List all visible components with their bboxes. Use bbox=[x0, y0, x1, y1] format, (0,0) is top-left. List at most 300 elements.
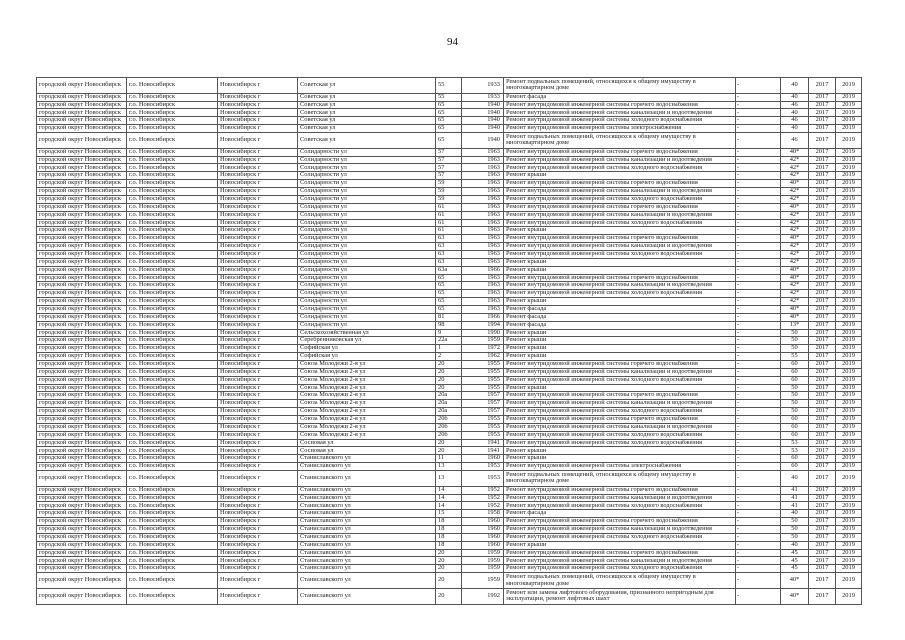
cell-year-start: 2017 bbox=[809, 282, 836, 290]
cell-street: Солидарности ул bbox=[298, 267, 436, 275]
cell-year-end: 2019 bbox=[836, 400, 862, 408]
cell-locality: Новосибирск г bbox=[218, 542, 298, 550]
cell-house-number: 81 bbox=[436, 314, 462, 322]
cell-settlement: г.о. Новосибирск bbox=[127, 172, 218, 180]
cell-settlement: г.о. Новосибирск bbox=[127, 589, 218, 605]
cell-mark: - bbox=[736, 164, 781, 172]
cell-year-start: 2017 bbox=[809, 298, 836, 306]
cell-municipality: городской округ Новосибирск bbox=[37, 180, 127, 188]
cell-municipality: городской округ Новосибирск bbox=[37, 589, 127, 605]
cell-locality: Новосибирск г bbox=[218, 172, 298, 180]
cell-mark: - bbox=[736, 392, 781, 400]
cell-year-start: 2017 bbox=[809, 133, 836, 149]
cell-house-number: 59 bbox=[436, 196, 462, 204]
cell-year-start: 2017 bbox=[809, 573, 836, 589]
cell-year-built: 1992 bbox=[462, 589, 504, 605]
cell-locality: Новосибирск г bbox=[218, 447, 298, 455]
table-row bbox=[37, 550, 862, 558]
table-row bbox=[37, 392, 862, 400]
cell-street: Софийская ул bbox=[298, 353, 436, 361]
cell-locality: Новосибирск г bbox=[218, 157, 298, 165]
cell-house-number: 20б bbox=[436, 424, 462, 432]
cell-settlement: г.о. Новосибирск bbox=[127, 557, 218, 565]
cell-street: Станиславского ул bbox=[298, 589, 436, 605]
cell-year-built: 1952 bbox=[462, 502, 504, 510]
cell-work-type: Ремонт внутридомовой инженерной системы холодного водоснабжения bbox=[504, 440, 736, 448]
cell-mark: - bbox=[736, 369, 781, 377]
cell-year-start: 2017 bbox=[809, 424, 836, 432]
cell-year-start: 2017 bbox=[809, 290, 836, 298]
cell-year-built: 1955 bbox=[462, 369, 504, 377]
cell-settlement: г.о. Новосибирск bbox=[127, 267, 218, 275]
cell-locality: Новосибирск г bbox=[218, 424, 298, 432]
cell-year-start: 2017 bbox=[809, 94, 836, 102]
cell-settlement: г.о. Новосибирск bbox=[127, 94, 218, 102]
cell-mark: - bbox=[736, 408, 781, 416]
cell-house-number: 63 bbox=[436, 235, 462, 243]
cell-locality: Новосибирск г bbox=[218, 188, 298, 196]
cell-work-type: Ремонт крыши bbox=[504, 353, 736, 361]
cell-house-number: 61 bbox=[436, 220, 462, 228]
cell-locality: Новосибирск г bbox=[218, 432, 298, 440]
cell-year-built: 1960 bbox=[462, 526, 504, 534]
cell-street: Солидарности ул bbox=[298, 306, 436, 314]
table-row bbox=[37, 542, 862, 550]
cell-street: Станиславского ул bbox=[298, 495, 436, 503]
cell-house-number: 20 bbox=[436, 440, 462, 448]
cell-year-built: 1963 bbox=[462, 172, 504, 180]
cell-value: 42* bbox=[781, 243, 809, 251]
cell-settlement: г.о. Новосибирск bbox=[127, 227, 218, 235]
cell-year-built: 1963 bbox=[462, 220, 504, 228]
cell-work-type: Ремонт крыши bbox=[504, 455, 736, 463]
cell-municipality: городской округ Новосибирск bbox=[37, 361, 127, 369]
cell-year-end: 2019 bbox=[836, 133, 862, 149]
cell-year-built: 1966 bbox=[462, 314, 504, 322]
cell-house-number: 61 bbox=[436, 204, 462, 212]
cell-year-built: 1963 bbox=[462, 298, 504, 306]
cell-year-end: 2019 bbox=[836, 164, 862, 172]
table-row bbox=[37, 369, 862, 377]
cell-settlement: г.о. Новосибирск bbox=[127, 463, 218, 471]
cell-settlement: г.о. Новосибирск bbox=[127, 78, 218, 94]
cell-street: Станиславского ул bbox=[298, 463, 436, 471]
cell-house-number: 55 bbox=[436, 94, 462, 102]
cell-municipality: городской округ Новосибирск bbox=[37, 164, 127, 172]
cell-settlement: г.о. Новосибирск bbox=[127, 330, 218, 338]
cell-settlement: г.о. Новосибирск bbox=[127, 495, 218, 503]
cell-locality: Новосибирск г bbox=[218, 408, 298, 416]
cell-street: Станиславского ул bbox=[298, 518, 436, 526]
cell-value: 50 bbox=[781, 408, 809, 416]
table-row bbox=[37, 172, 862, 180]
cell-year-end: 2019 bbox=[836, 188, 862, 196]
cell-settlement: г.о. Новосибирск bbox=[127, 518, 218, 526]
cell-house-number: 15 bbox=[436, 510, 462, 518]
cell-value: 42* bbox=[781, 188, 809, 196]
cell-settlement: г.о. Новосибирск bbox=[127, 502, 218, 510]
cell-street: Союза Молодежи 2-я ул bbox=[298, 377, 436, 385]
table-row bbox=[37, 282, 862, 290]
cell-municipality: городской округ Новосибирск bbox=[37, 495, 127, 503]
cell-mark: - bbox=[736, 227, 781, 235]
cell-municipality: городской округ Новосибирск bbox=[37, 149, 127, 157]
cell-locality: Новосибирск г bbox=[218, 78, 298, 94]
cell-year-built: 1953 bbox=[462, 424, 504, 432]
cell-year-end: 2019 bbox=[836, 534, 862, 542]
cell-house-number: 65 bbox=[436, 133, 462, 149]
cell-locality: Новосибирск г bbox=[218, 220, 298, 228]
cell-year-end: 2019 bbox=[836, 510, 862, 518]
cell-year-built: 1940 bbox=[462, 133, 504, 149]
cell-settlement: г.о. Новосибирск bbox=[127, 322, 218, 330]
cell-year-start: 2017 bbox=[809, 369, 836, 377]
cell-settlement: г.о. Новосибирск bbox=[127, 416, 218, 424]
cell-work-type: Ремонт внутридомовой инженерной системы электроснабжения bbox=[504, 463, 736, 471]
cell-year-end: 2019 bbox=[836, 314, 862, 322]
cell-mark: - bbox=[736, 565, 781, 573]
cell-street: Солидарности ул bbox=[298, 298, 436, 306]
cell-settlement: г.о. Новосибирск bbox=[127, 117, 218, 125]
cell-settlement: г.о. Новосибирск bbox=[127, 487, 218, 495]
cell-house-number: 1 bbox=[436, 345, 462, 353]
cell-municipality: городской округ Новосибирск bbox=[37, 212, 127, 220]
cell-settlement: г.о. Новосибирск bbox=[127, 542, 218, 550]
cell-year-start: 2017 bbox=[809, 125, 836, 133]
cell-house-number: 98 bbox=[436, 322, 462, 330]
cell-work-type: Ремонт внутридомовой инженерной системы холодного водоснабжения bbox=[504, 502, 736, 510]
cell-value: 42* bbox=[781, 164, 809, 172]
cell-settlement: г.о. Новосибирск bbox=[127, 471, 218, 487]
cell-value: 40 bbox=[781, 510, 809, 518]
table-row bbox=[37, 534, 862, 542]
cell-year-end: 2019 bbox=[836, 251, 862, 259]
cell-house-number: 11 bbox=[436, 455, 462, 463]
cell-street: Станиславского ул bbox=[298, 510, 436, 518]
table-row bbox=[37, 557, 862, 565]
cell-street: Станиславского ул bbox=[298, 542, 436, 550]
cell-value: 40 bbox=[781, 109, 809, 117]
cell-value: 50 bbox=[781, 330, 809, 338]
cell-mark: - bbox=[736, 298, 781, 306]
cell-work-type: Ремонт внутридомовой инженерной системы канализации и водоотведения bbox=[504, 157, 736, 165]
cell-locality: Новосибирск г bbox=[218, 196, 298, 204]
cell-year-built: 1933 bbox=[462, 78, 504, 94]
cell-work-type: Ремонт внутридомовой инженерной системы горячего водоснабжения bbox=[504, 392, 736, 400]
cell-mark: - bbox=[736, 102, 781, 110]
cell-locality: Новосибирск г bbox=[218, 550, 298, 558]
cell-work-type: Ремонт фасада bbox=[504, 510, 736, 518]
cell-mark: - bbox=[736, 220, 781, 228]
cell-locality: Новосибирск г bbox=[218, 565, 298, 573]
table-row bbox=[37, 180, 862, 188]
cell-year-built: 1940 bbox=[462, 102, 504, 110]
cell-value: 40* bbox=[781, 267, 809, 275]
cell-street: Советская ул bbox=[298, 109, 436, 117]
cell-mark: - bbox=[736, 306, 781, 314]
cell-year-start: 2017 bbox=[809, 235, 836, 243]
cell-mark: - bbox=[736, 322, 781, 330]
cell-year-end: 2019 bbox=[836, 550, 862, 558]
cell-settlement: г.о. Новосибирск bbox=[127, 424, 218, 432]
cell-mark: - bbox=[736, 377, 781, 385]
table-row bbox=[37, 440, 862, 448]
cell-house-number: 13 bbox=[436, 463, 462, 471]
cell-mark: - bbox=[736, 243, 781, 251]
cell-year-start: 2017 bbox=[809, 487, 836, 495]
cell-work-type: Ремонт внутридомовой инженерной системы холодного водоснабжения bbox=[504, 220, 736, 228]
cell-year-start: 2017 bbox=[809, 455, 836, 463]
cell-house-number: 20 bbox=[436, 385, 462, 393]
cell-year-start: 2017 bbox=[809, 149, 836, 157]
cell-municipality: городской округ Новосибирск bbox=[37, 275, 127, 283]
cell-year-start: 2017 bbox=[809, 251, 836, 259]
cell-street: Советская ул bbox=[298, 125, 436, 133]
cell-year-end: 2019 bbox=[836, 306, 862, 314]
cell-house-number: 13 bbox=[436, 471, 462, 487]
cell-settlement: г.о. Новосибирск bbox=[127, 573, 218, 589]
cell-year-end: 2019 bbox=[836, 565, 862, 573]
cell-locality: Новосибирск г bbox=[218, 94, 298, 102]
table-row bbox=[37, 408, 862, 416]
cell-street: Станиславского ул bbox=[298, 471, 436, 487]
cell-work-type: Ремонт внутридомовой инженерной системы канализации и водоотведения bbox=[504, 212, 736, 220]
cell-year-end: 2019 bbox=[836, 526, 862, 534]
cell-value: 41 bbox=[781, 495, 809, 503]
cell-street: Советская ул bbox=[298, 117, 436, 125]
cell-year-start: 2017 bbox=[809, 432, 836, 440]
table-row bbox=[37, 314, 862, 322]
cell-year-built: 1941 bbox=[462, 447, 504, 455]
cell-year-end: 2019 bbox=[836, 542, 862, 550]
cell-work-type: Ремонт крыши bbox=[504, 337, 736, 345]
table-row bbox=[37, 109, 862, 117]
cell-settlement: г.о. Новосибирск bbox=[127, 212, 218, 220]
cell-municipality: городской округ Новосибирск bbox=[37, 400, 127, 408]
cell-work-type: Ремонт внутридомовой инженерной системы холодного водоснабжения bbox=[504, 565, 736, 573]
table-row bbox=[37, 290, 862, 298]
cell-year-start: 2017 bbox=[809, 212, 836, 220]
cell-work-type: Ремонт внутридомовой инженерной системы горячего водоснабжения bbox=[504, 550, 736, 558]
cell-mark: - bbox=[736, 487, 781, 495]
cell-locality: Новосибирск г bbox=[218, 322, 298, 330]
cell-municipality: городской округ Новосибирск bbox=[37, 392, 127, 400]
cell-locality: Новосибирск г bbox=[218, 330, 298, 338]
table-row bbox=[37, 94, 862, 102]
cell-house-number: 57 bbox=[436, 172, 462, 180]
cell-year-built: 1972 bbox=[462, 345, 504, 353]
cell-year-end: 2019 bbox=[836, 455, 862, 463]
cell-value: 60 bbox=[781, 377, 809, 385]
cell-municipality: городской округ Новосибирск bbox=[37, 102, 127, 110]
cell-year-end: 2019 bbox=[836, 369, 862, 377]
cell-settlement: г.о. Новосибирск bbox=[127, 243, 218, 251]
cell-work-type: Ремонт крыши bbox=[504, 447, 736, 455]
cell-value: 42* bbox=[781, 251, 809, 259]
cell-municipality: городской округ Новосибирск bbox=[37, 133, 127, 149]
cell-mark: - bbox=[736, 196, 781, 204]
cell-municipality: городской округ Новосибирск bbox=[37, 330, 127, 338]
cell-year-start: 2017 bbox=[809, 565, 836, 573]
cell-year-built: 1940 bbox=[462, 117, 504, 125]
cell-house-number: 20 bbox=[436, 565, 462, 573]
table-row bbox=[37, 400, 862, 408]
cell-value: 50 bbox=[781, 392, 809, 400]
cell-locality: Новосибирск г bbox=[218, 534, 298, 542]
cell-work-type: Ремонт внутридомовой инженерной системы канализации и водоотведения bbox=[504, 424, 736, 432]
cell-house-number: 18 bbox=[436, 526, 462, 534]
cell-year-end: 2019 bbox=[836, 353, 862, 361]
cell-street: Станиславского ул bbox=[298, 573, 436, 589]
table-row bbox=[37, 424, 862, 432]
cell-year-start: 2017 bbox=[809, 220, 836, 228]
cell-house-number: 20 bbox=[436, 589, 462, 605]
cell-work-type: Ремонт или замена лифтового оборудования, признанного непригодным для эксплуатации, ремонт лифтовых шахт bbox=[504, 589, 736, 605]
cell-year-end: 2019 bbox=[836, 345, 862, 353]
cell-mark: - bbox=[736, 440, 781, 448]
cell-year-built: 1960 bbox=[462, 534, 504, 542]
cell-year-end: 2019 bbox=[836, 447, 862, 455]
cell-municipality: городской округ Новосибирск bbox=[37, 117, 127, 125]
table-row bbox=[37, 133, 862, 149]
table-row bbox=[37, 306, 862, 314]
cell-year-end: 2019 bbox=[836, 440, 862, 448]
cell-year-built: 1953 bbox=[462, 463, 504, 471]
cell-year-built: 1963 bbox=[462, 180, 504, 188]
cell-locality: Новосибирск г bbox=[218, 385, 298, 393]
cell-work-type: Ремонт внутридомовой инженерной системы холодного водоснабжения bbox=[504, 117, 736, 125]
table-row bbox=[37, 518, 862, 526]
cell-value: 50 bbox=[781, 345, 809, 353]
cell-mark: - bbox=[736, 526, 781, 534]
cell-year-built: 1957 bbox=[462, 400, 504, 408]
cell-municipality: городской округ Новосибирск bbox=[37, 557, 127, 565]
cell-house-number: 20 bbox=[436, 557, 462, 565]
cell-year-end: 2019 bbox=[836, 109, 862, 117]
cell-year-start: 2017 bbox=[809, 502, 836, 510]
cell-year-built: 1940 bbox=[462, 125, 504, 133]
cell-year-end: 2019 bbox=[836, 377, 862, 385]
cell-year-built: 1959 bbox=[462, 337, 504, 345]
cell-house-number: 22а bbox=[436, 337, 462, 345]
cell-mark: - bbox=[736, 251, 781, 259]
cell-street: Союза Молодежи 2-я ул bbox=[298, 416, 436, 424]
cell-street: Солидарности ул bbox=[298, 212, 436, 220]
cell-year-start: 2017 bbox=[809, 353, 836, 361]
cell-settlement: г.о. Новосибирск bbox=[127, 440, 218, 448]
cell-value: 60 bbox=[781, 432, 809, 440]
cell-year-built: 1959 bbox=[462, 557, 504, 565]
cell-settlement: г.о. Новосибирск bbox=[127, 298, 218, 306]
cell-locality: Новосибирск г bbox=[218, 243, 298, 251]
cell-year-start: 2017 bbox=[809, 188, 836, 196]
cell-municipality: городской округ Новосибирск bbox=[37, 251, 127, 259]
cell-municipality: городской округ Новосибирск bbox=[37, 188, 127, 196]
cell-work-type: Ремонт крыши bbox=[504, 330, 736, 338]
cell-street: Станиславского ул bbox=[298, 565, 436, 573]
table-row bbox=[37, 471, 862, 487]
cell-street: Станиславского ул bbox=[298, 534, 436, 542]
cell-locality: Новосибирск г bbox=[218, 471, 298, 487]
cell-year-start: 2017 bbox=[809, 518, 836, 526]
cell-locality: Новосибирск г bbox=[218, 495, 298, 503]
cell-locality: Новосибирск г bbox=[218, 526, 298, 534]
table-row bbox=[37, 243, 862, 251]
cell-municipality: городской округ Новосибирск bbox=[37, 337, 127, 345]
cell-mark: - bbox=[736, 345, 781, 353]
cell-locality: Новосибирск г bbox=[218, 369, 298, 377]
cell-work-type: Ремонт внутридомовой инженерной системы канализации и водоотведения bbox=[504, 188, 736, 196]
cell-settlement: г.о. Новосибирск bbox=[127, 102, 218, 110]
cell-year-built: 1953 bbox=[462, 416, 504, 424]
cell-year-end: 2019 bbox=[836, 102, 862, 110]
cell-mark: - bbox=[736, 557, 781, 565]
cell-street: Солидарности ул bbox=[298, 235, 436, 243]
cell-municipality: городской округ Новосибирск bbox=[37, 550, 127, 558]
cell-locality: Новосибирск г bbox=[218, 337, 298, 345]
cell-municipality: городской округ Новосибирск bbox=[37, 290, 127, 298]
cell-street: Солидарности ул bbox=[298, 314, 436, 322]
cell-work-type: Ремонт внутридомовой инженерной системы холодного водоснабжения bbox=[504, 534, 736, 542]
cell-year-end: 2019 bbox=[836, 220, 862, 228]
cell-value: 41 bbox=[781, 502, 809, 510]
cell-locality: Новосибирск г bbox=[218, 463, 298, 471]
cell-year-start: 2017 bbox=[809, 589, 836, 605]
cell-municipality: городской округ Новосибирск bbox=[37, 314, 127, 322]
cell-value: 42* bbox=[781, 298, 809, 306]
cell-settlement: г.о. Новосибирск bbox=[127, 251, 218, 259]
cell-street: Советская ул bbox=[298, 102, 436, 110]
cell-mark: - bbox=[736, 502, 781, 510]
cell-settlement: г.о. Новосибирск bbox=[127, 392, 218, 400]
cell-municipality: городской округ Новосибирск bbox=[37, 510, 127, 518]
cell-value: 60 bbox=[781, 361, 809, 369]
cell-year-built: 1952 bbox=[462, 495, 504, 503]
cell-year-start: 2017 bbox=[809, 117, 836, 125]
table-row bbox=[37, 589, 862, 605]
cell-work-type: Ремонт внутридомовой инженерной системы горячего водоснабжения bbox=[504, 149, 736, 157]
cell-value: 41 bbox=[781, 487, 809, 495]
cell-settlement: г.о. Новосибирск bbox=[127, 345, 218, 353]
cell-value: 40 bbox=[781, 78, 809, 94]
cell-settlement: г.о. Новосибирск bbox=[127, 259, 218, 267]
cell-year-start: 2017 bbox=[809, 534, 836, 542]
cell-mark: - bbox=[736, 180, 781, 188]
cell-value: 42* bbox=[781, 259, 809, 267]
cell-work-type: Ремонт крыши bbox=[504, 345, 736, 353]
cell-mark: - bbox=[736, 117, 781, 125]
cell-municipality: городской округ Новосибирск bbox=[37, 455, 127, 463]
table-row bbox=[37, 487, 862, 495]
cell-work-type: Ремонт фасада bbox=[504, 314, 736, 322]
table-row bbox=[37, 188, 862, 196]
cell-mark: - bbox=[736, 133, 781, 149]
cell-work-type: Ремонт внутридомовой инженерной системы горячего водоснабжения bbox=[504, 518, 736, 526]
cell-street: Солидарности ул bbox=[298, 196, 436, 204]
cell-municipality: городской округ Новосибирск bbox=[37, 526, 127, 534]
cell-year-end: 2019 bbox=[836, 157, 862, 165]
cell-settlement: г.о. Новосибирск bbox=[127, 447, 218, 455]
cell-municipality: городской округ Новосибирск bbox=[37, 204, 127, 212]
cell-mark: - bbox=[736, 172, 781, 180]
cell-street: Станиславского ул bbox=[298, 557, 436, 565]
cell-year-built: 1963 bbox=[462, 235, 504, 243]
cell-mark: - bbox=[736, 353, 781, 361]
cell-value: 46 bbox=[781, 117, 809, 125]
cell-work-type: Ремонт фасада bbox=[504, 306, 736, 314]
cell-mark: - bbox=[736, 589, 781, 605]
cell-year-built: 1994 bbox=[462, 322, 504, 330]
